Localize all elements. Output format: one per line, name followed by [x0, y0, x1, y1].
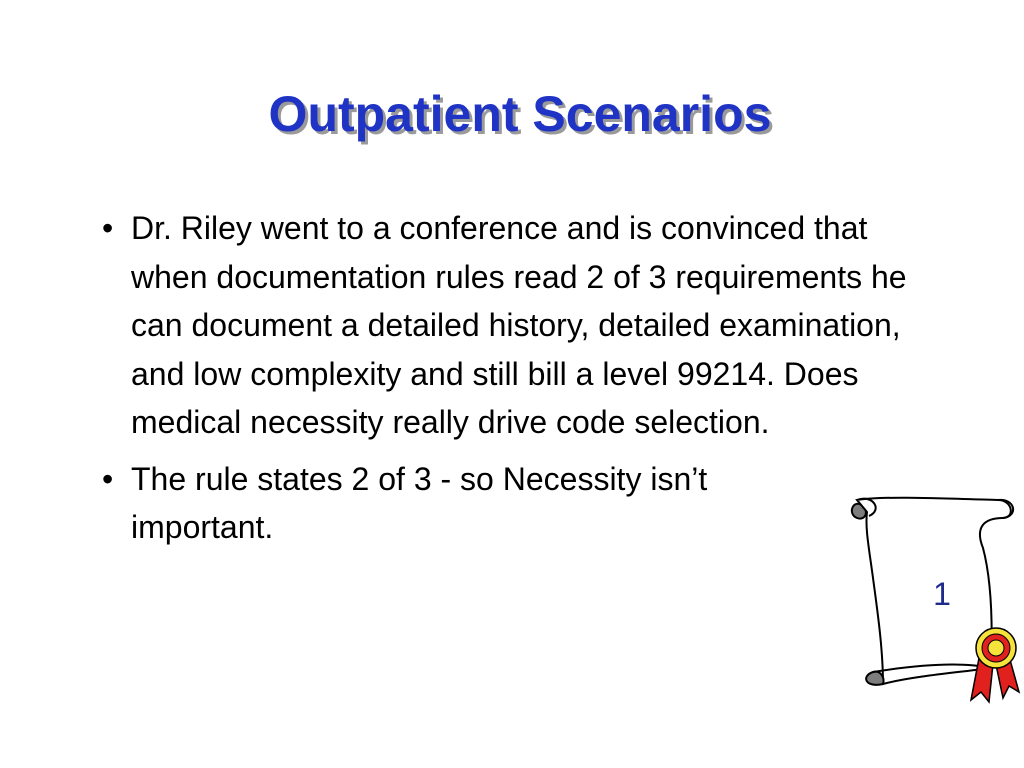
bullet-item: • Dr. Riley went to a conference and is convinced that when documentation rules read 2 of 3 requirements he can document a detailed history, detailed examination, and low complexity and still bill a level 99214. Does medical necessity really drive code selection. — [102, 204, 932, 447]
bullet-list — [102, 204, 932, 560]
scroll-number: 1 — [933, 576, 951, 612]
bullet-item: • The rule states 2 of 3 - so Necessity isn’t important. — [102, 455, 791, 552]
slide-title: Outpatient Scenarios — [268, 86, 772, 142]
